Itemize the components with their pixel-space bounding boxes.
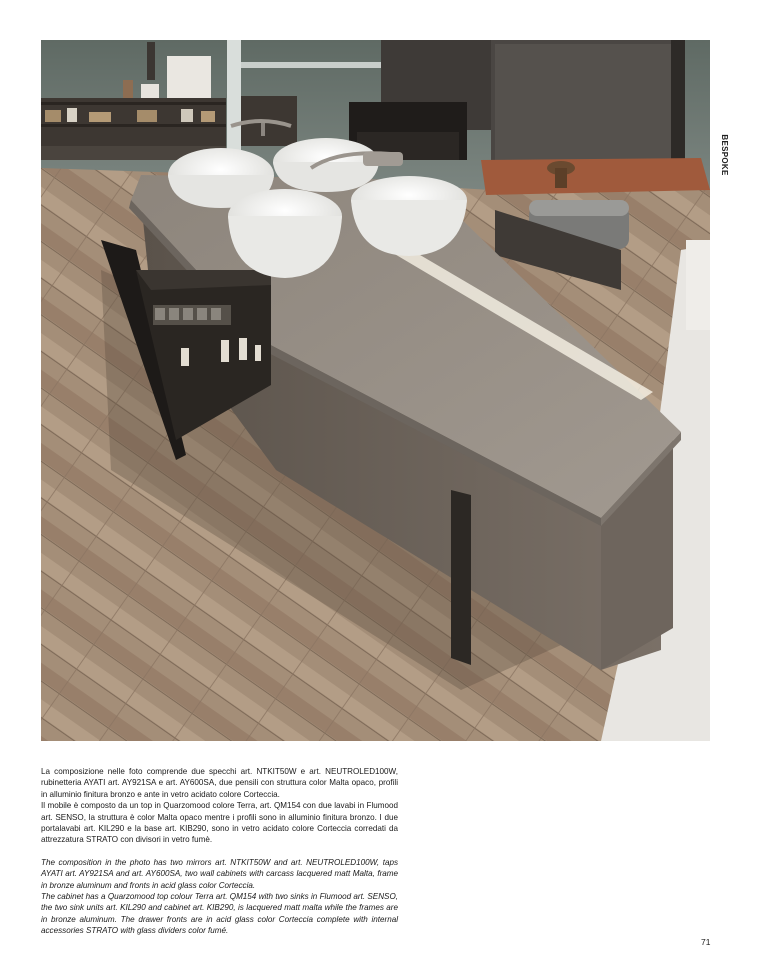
- bathroom-vanity-photo: [41, 40, 710, 741]
- caption-english-line: two sink units art. KIL290 and cabinet art. KIB290, is lacquered matt malta while the frames are in bronze: [41, 903, 398, 924]
- caption-english-line: The composition in the photo has two mirrors art. NTKIT50W and art. NEUTROLED100W, taps AYATI: [41, 857, 398, 879]
- caption-italian-line: La composizione nelle foto comprende due specchi art. NTKIT50W e art. NEUTROLED100W, rubinetteria: [41, 767, 398, 788]
- caption-italian: [41, 766, 398, 846]
- caption-italian-line: art. KIL290 e la base art. KIB290, sono in vetro acidato colore Corteccia corredati da attrezzatura STRATO: [41, 824, 399, 845]
- page-number: 71: [701, 937, 711, 947]
- section-label: BESPOKE: [720, 134, 729, 176]
- caption-english-line: aluminum. The drawer fronts are in acid glass color Corteccia complete with internal accessories STRATO: [41, 914, 399, 936]
- caption-english: [41, 857, 398, 937]
- caption-italian-line: con divisori in vetro fumè.: [120, 835, 213, 845]
- caption: [41, 766, 398, 937]
- caption-english-line: The cabinet has a Quarzomood top colour Terra art. QM154 with two sinks in Flumood art. SENSO, the: [41, 892, 398, 913]
- caption-english-line: art. AY921SA and art. AY600SA, two wall cabinets with carcass lacquered matt Malta, frame in bronze: [41, 869, 399, 890]
- caption-italian-line: AYATI art. AY921SA e art. AY600SA, due pensili con struttura color Malta opaco, profili in alluminio finitura: [41, 778, 398, 799]
- caption-italian-line: Il mobile è composto da un top in Quarzomood colore Terra, art. QM154 con due lavabi in Flumood art.: [41, 801, 398, 822]
- caption-english-line: with glass dividers color fumé.: [120, 926, 229, 936]
- caption-italian-line: bronzo e ante in vetro acidato colore Corteccia.: [110, 789, 280, 799]
- caption-english-line: aluminum and fronts in acid glass color Corteccia.: [76, 880, 256, 890]
- caption-italian-line: SENSO, la struttura è color Malta opaco mentre i profili sono in alluminio finitura bronzo. I due portalavabi: [41, 812, 398, 834]
